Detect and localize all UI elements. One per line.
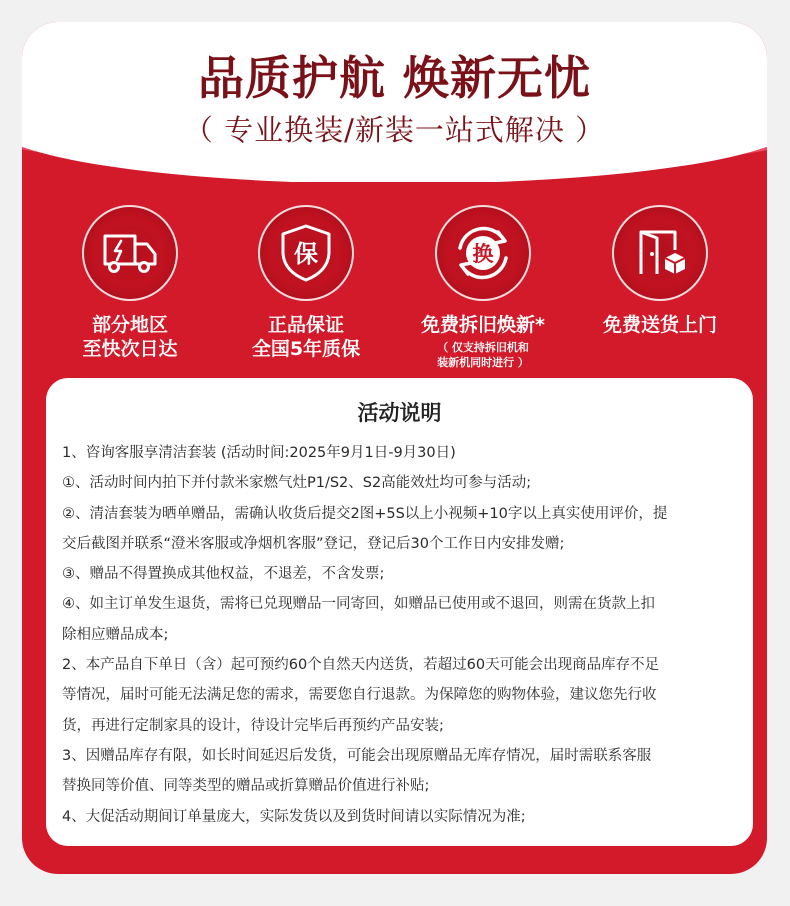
rule-line: 4、大促活动期间订单量庞大，实际发货以及到货时间请以实际情况为准; [62,808,526,825]
rule-line: 3、因赠品库存有限，如长时间延迟后发货，可能会出现原赠品无库存情况，届时需联系客服 [62,747,652,764]
feature-label: 至快次日达 [82,338,178,360]
panel-title: 活动说明 [357,401,442,425]
feature-guarantee [216,205,396,361]
page-subtitle: （ 专业换装/新装一站式解决 ） [183,113,606,147]
rules-list [62,438,731,832]
rule-line: ②、清洁套装为晒单赠品，需确认收货后提交2图+5S以上小视频+10字以上真实使用评价，提 [62,505,668,522]
rule-line: 1、咨询客服享清洁套装 (活动时间:2025年9月1日-9月30日) [62,445,456,461]
rule-line: 除相应赠品成本; [62,626,169,643]
exchange-glyph: 换 [472,242,494,266]
feature-label: 正品保证 [267,314,344,336]
header [22,22,767,182]
rule-line: ③、赠品不得置换成其他权益，不退差，不含发票; [62,566,385,583]
feature-label: 免费送货上门 [602,314,717,336]
door-delivery-icon [612,205,708,301]
feature-fast-delivery [40,205,220,361]
activity-panel [46,378,753,846]
exchange-icon [435,205,531,301]
rule-line: 等情况，届时可能无法满足您的需求，需要您自行退款。为保障您的购物体验，建议您先行收 [62,687,657,704]
guarantee-shield-icon [258,205,354,301]
delivery-truck-icon [82,205,178,301]
feature-label: 全国5年质保 [251,338,361,360]
page-title: 品质护航 焕新无忧 [197,51,591,105]
shield-glyph: 保 [294,240,318,268]
rule-line: ①、活动时间内拍下并付款米家燃气灶P1/S2、S2高能效灶均可参与活动; [62,475,532,492]
rule-line: 2、本产品自下单日（含）起可预约60个自然天内送货，若超过60天可能会出现商品库存不足 [62,657,660,674]
feature-row [0,205,790,375]
rule-line: 货，再进行定制家具的设计，待设计完毕后再预约产品安装; [62,717,444,734]
feature-home-delivery [570,205,750,337]
feature-note: 装新机同时进行 ） [437,356,529,369]
rule-line: 交后截图并联系“澄米客服或净烟机客服”登记，登记后30个工作日内安排发赠; [62,535,565,552]
feature-label: 免费拆旧焕新* [421,314,545,336]
rule-line: ④、如主订单发生退货，需将已兑现赠品一同寄回，如赠品已使用或不退回，则需在货款上扣 [62,596,655,613]
feature-exchange [393,205,573,370]
rule-line: 替换同等价值、同等类型的赠品或折算赠品价值进行补贴; [62,778,430,795]
feature-note: （ 仅支持拆旧机和 [437,341,529,354]
feature-label: 部分地区 [91,314,168,336]
